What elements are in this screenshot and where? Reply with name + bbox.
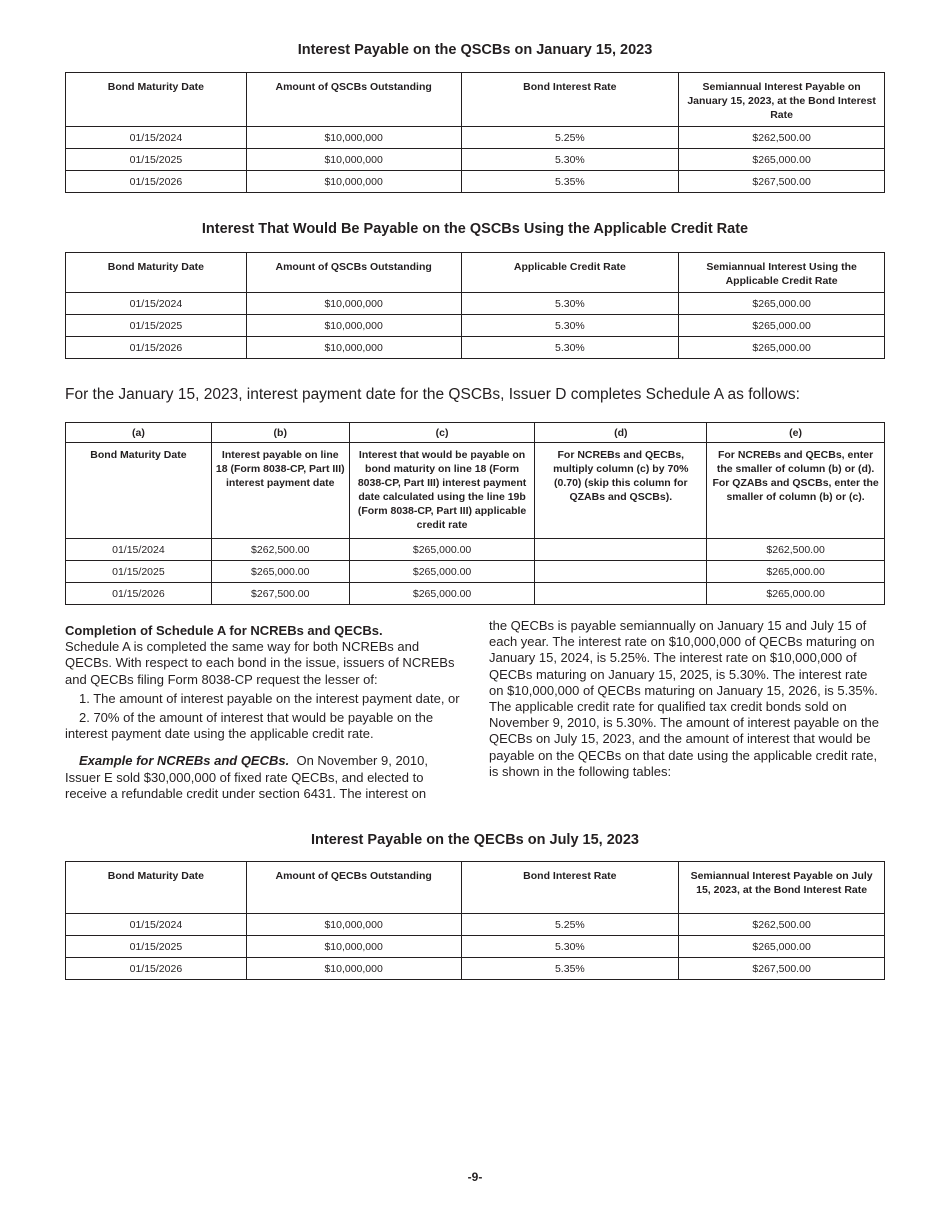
list-item: 2. 70% of the amount of interest that would be payable on the interest payment date using the applicable credit rate. [65, 710, 434, 742]
cell: $265,000.00 [679, 936, 885, 958]
right-column [489, 618, 885, 780]
header-interest-payable: Interest payable on line 18 (Form 8038-CP, Part III) interest payment date [211, 443, 349, 539]
header-maturity-date: Bond Maturity Date [66, 862, 247, 914]
table-row [66, 315, 885, 337]
cell [535, 539, 707, 561]
table-row [66, 958, 885, 980]
table2-title: Interest That Would Be Payable on the QSCBs Using the Applicable Credit Rate [201, 221, 749, 237]
header-maturity-date: Bond Maturity Date [66, 253, 247, 293]
schedule-a-table [65, 422, 885, 605]
cell: $10,000,000 [246, 936, 461, 958]
cell: $265,000.00 [707, 561, 885, 583]
header-semiannual-interest: Semiannual Interest Payable on January 15, 2023, at the Bond Interest Rate [679, 73, 885, 127]
qscb-interest-table [65, 72, 885, 193]
cell: 01/15/2024 [66, 293, 247, 315]
table-row [66, 561, 885, 583]
cell: 01/15/2025 [66, 149, 247, 171]
intro-text: For the January 15, 2023, interest payment date for the QSCBs, Issuer D completes Schedule A as follows: [65, 386, 800, 403]
table1-title: Interest Payable on the QSCBs on January 15, 2023 [297, 42, 653, 58]
cell: 01/15/2026 [66, 958, 247, 980]
cell: $267,500.00 [679, 171, 885, 193]
header-multiply-70: For NCREBs and QECBs, multiply column (c) by 70% (0.70) (skip this column for QZABs and QSCBs). [535, 443, 707, 539]
section-paragraph: Schedule A is completed the same way for both NCREBs and QECBs. With respect to each bond in the issue, issuers of NCREBs and QECBs filing Form 8038-CP request the lesser of: [65, 639, 455, 687]
column-letter-d: (d) [535, 423, 707, 443]
cell: 01/15/2025 [66, 315, 247, 337]
cell: $265,000.00 [349, 561, 535, 583]
cell: $262,500.00 [679, 914, 885, 936]
cell: $10,000,000 [246, 958, 461, 980]
cell: $267,500.00 [679, 958, 885, 980]
table-row [66, 936, 885, 958]
table-row [66, 127, 885, 149]
qecb-interest-table [65, 861, 885, 980]
table-row [66, 583, 885, 605]
cell: 5.35% [461, 171, 679, 193]
cell: $10,000,000 [246, 337, 461, 359]
cell: 01/15/2026 [66, 171, 247, 193]
header-amount-outstanding: Amount of QECBs Outstanding [246, 862, 461, 914]
cell: 5.35% [461, 958, 679, 980]
column-letter-e: (e) [707, 423, 885, 443]
cell: 01/15/2026 [66, 337, 247, 359]
qscb-credit-rate-table [65, 252, 885, 359]
cell: $265,000.00 [679, 149, 885, 171]
cell: $262,500.00 [211, 539, 349, 561]
cell [535, 561, 707, 583]
cell: 5.30% [461, 149, 679, 171]
column-letter-a: (a) [66, 423, 212, 443]
cell: 01/15/2026 [66, 583, 212, 605]
cell: 5.30% [461, 337, 679, 359]
cell: $265,000.00 [211, 561, 349, 583]
header-interest-credit-rate: Interest that would be payable on bond maturity on line 18 (Form 8038-CP, Part III) interest payment date calculated using the line 19b (Form 8038-CP, Part III) applicable credit rate [349, 443, 535, 539]
section-heading: Completion of Schedule A for NCREBs and QECBs. [65, 623, 383, 638]
table-row [66, 914, 885, 936]
cell: $265,000.00 [679, 293, 885, 315]
cell: $10,000,000 [246, 149, 461, 171]
header-interest-rate: Bond Interest Rate [461, 862, 679, 914]
cell: 01/15/2024 [66, 914, 247, 936]
header-smaller-of: For NCREBs and QECBs, enter the smaller of column (b) or (d). For QZABs and QSCBs, enter the smaller of column (b) or (c). [707, 443, 885, 539]
cell: 5.25% [461, 127, 679, 149]
cell: 5.30% [461, 293, 679, 315]
header-semiannual-interest: Semiannual Interest Payable on July 15, 2023, at the Bond Interest Rate [679, 862, 885, 914]
cell: $265,000.00 [349, 539, 535, 561]
table4-title: Interest Payable on the QECBs on July 15, 2023 [311, 832, 639, 848]
cell: $10,000,000 [246, 315, 461, 337]
column-letter-b: (b) [211, 423, 349, 443]
cell: 5.25% [461, 914, 679, 936]
cell: 01/15/2024 [66, 127, 247, 149]
example-paragraph [65, 753, 460, 802]
page-number: -9- [467, 1170, 483, 1184]
column-letter-c: (c) [349, 423, 535, 443]
cell: 01/15/2025 [66, 561, 212, 583]
example-text: On November 9, 2010, Issuer E sold $30,000,000 of fixed rate QECBs, and elected to receive a refundable credit under section 6431. The interest on [65, 753, 428, 801]
list-item: 1. The amount of interest payable on the interest payment date, or [79, 690, 460, 706]
table-row [66, 337, 885, 359]
cell: $10,000,000 [246, 171, 461, 193]
cell: $10,000,000 [246, 127, 461, 149]
cell: 5.30% [461, 936, 679, 958]
continued-paragraph: the QECBs is payable semiannually on January 15 and July 15 of each year. The interest rate on $10,000,000 of QECBs maturing on January 15, 2024, is 5.25%. The interest rate on $10,000,000 of QECBs maturing on January 15, 2025, is 5.30%. The interest rate on $10,000,000 of QECBs maturing on January 15, 2026, is 5.35%. The applicable credit rate for qualified tax credit bonds sold on November 9, 2010, is 5.30%. The amount of interest payable on the QECBs on July 15, 2023, and the amount of interest that would be payable on the QECBs on that date using the applicable credit rate, is shown in the following tables: [489, 618, 879, 779]
table-row [66, 149, 885, 171]
left-column [65, 623, 460, 802]
table-row [66, 539, 885, 561]
header-semiannual-interest: Semiannual Interest Using the Applicable Credit Rate [679, 253, 885, 293]
table-row [66, 293, 885, 315]
cell: $267,500.00 [211, 583, 349, 605]
cell: $10,000,000 [246, 914, 461, 936]
cell: $265,000.00 [349, 583, 535, 605]
cell: 01/15/2024 [66, 539, 212, 561]
cell: $10,000,000 [246, 293, 461, 315]
cell: 5.30% [461, 315, 679, 337]
header-amount-outstanding: Amount of QSCBs Outstanding [246, 253, 461, 293]
cell: $265,000.00 [707, 583, 885, 605]
cell: 01/15/2025 [66, 936, 247, 958]
header-maturity-date: Bond Maturity Date [66, 73, 247, 127]
cell: $262,500.00 [679, 127, 885, 149]
cell: $265,000.00 [679, 337, 885, 359]
table-row [66, 171, 885, 193]
cell: $265,000.00 [679, 315, 885, 337]
cell [535, 583, 707, 605]
example-label: Example for NCREBs and QECBs. [79, 753, 290, 769]
header-maturity-date: Bond Maturity Date [66, 443, 212, 539]
header-credit-rate: Applicable Credit Rate [461, 253, 679, 293]
header-amount-outstanding: Amount of QSCBs Outstanding [246, 73, 461, 127]
cell: $262,500.00 [707, 539, 885, 561]
header-interest-rate: Bond Interest Rate [461, 73, 679, 127]
